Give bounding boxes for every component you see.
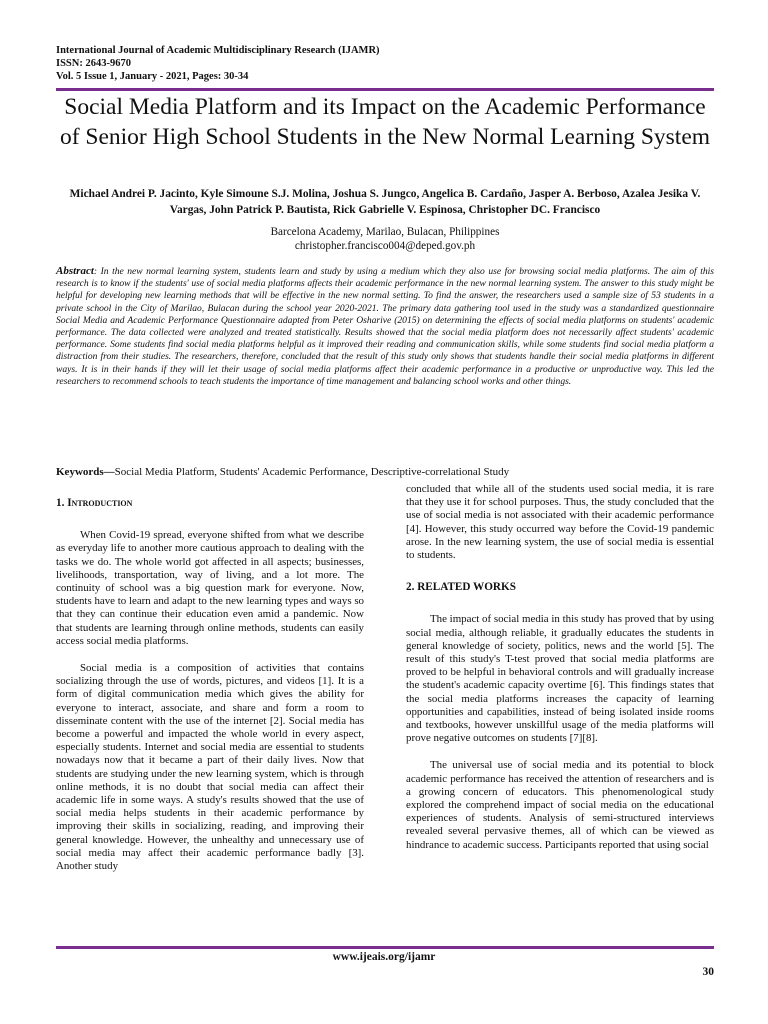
abstract-text: : In the new normal learning system, students learn and study by using a medium which they also use for browsing social media platforms. The aim of this research is to know if the students' use of social media platforms affects their academic performance in the new normal learning system. The answer to this study might be helpful for developing new learning methods that will be effective in the new normal setting. To find the answer, the researchers used a sample size of 53 students in a private school in the City of Marilao, Bulacan during the school year 2020-2021. The primary data gathering tool used in the study was a standardized questionnaire Social Media and Academic Performance Questionnaire adapted from Peter Osharive (2015) on determining the effects of social media platforms on students' academic performance. The data collected were analyzed and treated statistically. Results showed that the social media platform does not necessarily affect students' academic performance. Some students find social media platforms helpful as it improved their reading and communication skills, while some students find social media platform a distraction from their studies. The researchers, therefore, concluded that the result of this study only shows that students handle their social media platforms in different ways. It is in their hands if they will let their usage of social media platforms affect their academic performance in a productive or unproductive way. This led the researchers to recommend schools to teach students the importance of time management and balancing school works and other things. — [56, 266, 714, 387]
related-works-paragraph-2: The universal use of social media and its potential to block academic performance has received the attention of researchers and is a growing concern of educators. This phenomenological study explored the comprehend impact of social media on the educational experiences of students. Analysis of semi-structured interviews revealed several pervasive themes, all of which can be viewed as hindrance to academic success. Participants reported that using social — [406, 759, 714, 851]
section-number: 1. — [56, 497, 68, 509]
footer-rule — [56, 946, 714, 949]
volume-line: Vol. 5 Issue 1, January - 2021, Pages: 30-34 — [56, 71, 249, 82]
journal-header — [56, 44, 716, 83]
paper-title: Social Media Platform and its Impact on the Academic Performance of Senior High School Students in the New Normal Learning System — [59, 94, 711, 150]
intro-paragraph-continued: concluded that while all of the students used social media, it is rare that they use it for school purposes. Thus, the study concluded that the use of social media is not associated with their academic performance [4]. However, this study occurred way before the Covid-19 pandemic arose. In the new learning system, the use of social media is essential to students. — [406, 483, 714, 562]
page-number: 30 — [702, 966, 714, 978]
right-column — [406, 483, 714, 852]
keywords — [56, 466, 716, 479]
journal-url[interactable]: www.ijeais.org/ijamr — [332, 951, 436, 963]
author-email[interactable]: christopher.francisco004@deped.gov.ph — [294, 240, 476, 252]
journal-name: International Journal of Academic Multidisciplinary Research (IJAMR) — [56, 45, 380, 56]
abstract — [56, 265, 714, 388]
affiliation — [56, 225, 714, 253]
intro-paragraph-1: When Covid-19 spread, everyone shifted from what we describe as everyday life to another more cautious approach to dealing with the tasks we do. The whole world got affected in all aspects; businesses, livelihoods, transportation, way of living, and a lot more. The continuity of school was a big question mark for everyone. Now, students have to learn and adapt to the new learning types and ways so that they can continue their education even amid a pandemic. Now that students are learning through online methods, students can easily access social media platforms. — [56, 529, 364, 647]
issn: ISSN: 2643-9670 — [56, 58, 131, 69]
intro-paragraph-2: Social media is a composition of activities that contains socializing through the use of words, pictures, and videos [1]. It is a form of digital communication media which gives the ability for everyone to interact, associate, and share and form a room to disseminate content with the use of the internet [2]. Social media has become a powerful and impacted the whole world in every aspect, especially students. Internet and social media are essential to students nowadays now that it became a part of their daily lives. Now that students are studying under the new learning system, which is through online methods, it is no doubt that social media can affect their academic life in some ways. A study's results showed that the use of social media helps students in their academic performance by improving their skills in socializing, reading, and improving their general knowledge. However, the unhealthy and unnecessary use of social media may affect their academic performance badly [3]. Another study — [56, 662, 364, 873]
institution: Barcelona Academy, Marilao, Bulacan, Philippines — [270, 226, 500, 238]
keywords-text: Social Media Platform, Students' Academic Performance, Descriptive-correlational Study — [114, 466, 510, 478]
keywords-label: Keywords— — [56, 466, 115, 478]
related-works-paragraph-1: The impact of social media in this study has proved that by using social media, although reliable, it gradually educates the students in general knowledge of society, politics, news and the world [5]. The result of this study's T-test proved that social media platforms are proved to be helpful in behavioral controls and will gradually increase the student's academic capacity overtime [6]. This findings states that the social media platforms increases the capacity of learning opportunities and capabilities, instead of being isolated inside rooms and textbooks, however unskillful usage of the media platforms will prove negative outcomes on students [7][8]. — [406, 613, 714, 745]
section-heading-introduction — [56, 497, 364, 510]
section-title: Introduction — [67, 497, 133, 509]
section-heading-related-works: 2. RELATED WORKS — [406, 581, 516, 594]
left-column — [56, 497, 364, 873]
header-rule — [56, 88, 714, 91]
abstract-label: Abstract — [56, 265, 94, 277]
author-list: Michael Andrei P. Jacinto, Kyle Simoune S.J. Molina, Joshua S. Jungco, Angelica B. Cardaño, Jasper A. Berboso, Azalea Jesika V. Vargas, John Patrick P. Bautista, Rick Gabrielle V. Espinosa, Christopher DC. Francisco — [69, 188, 701, 216]
